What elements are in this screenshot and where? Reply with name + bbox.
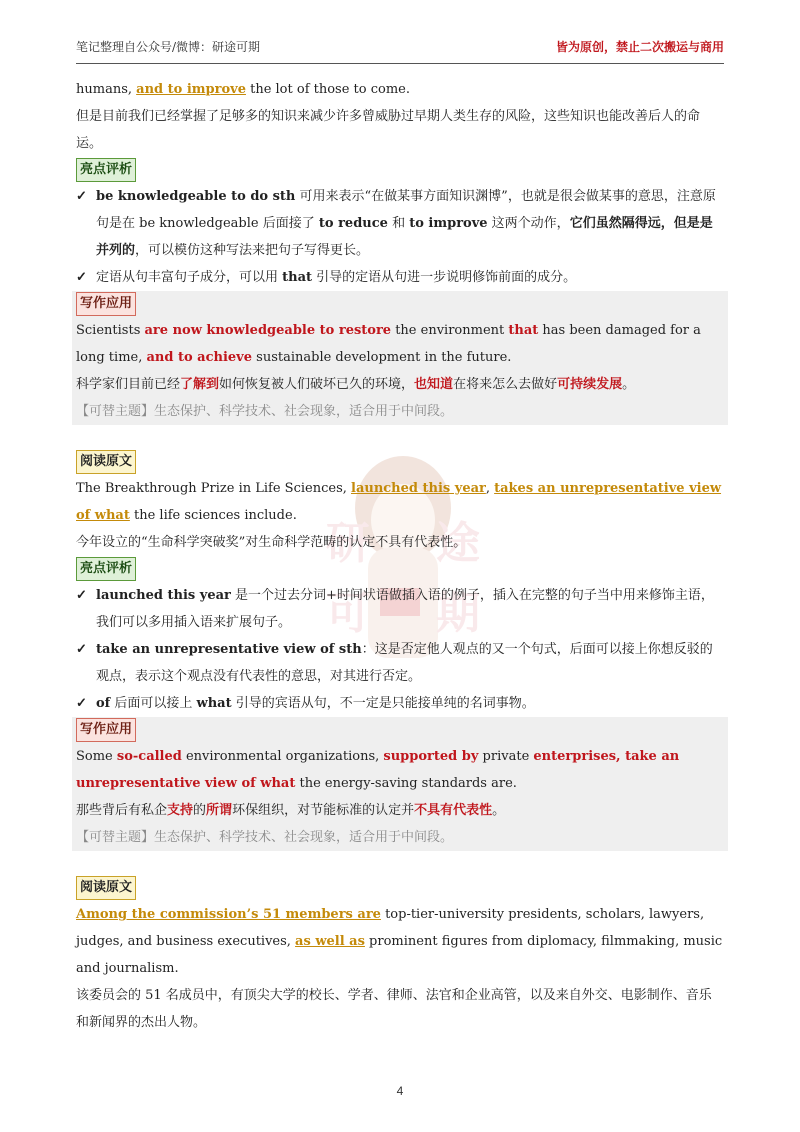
- label-writing: 写作应用: [76, 718, 136, 742]
- alternative-topics: 【可替主题】生态保护、科学技术、社会现象，适合用于中间段。: [76, 830, 454, 845]
- writing-sentence-en: Scientists are now knowledgeable to restore the environment that has been damaged for a long time, and to achieve sustainable development in the future.: [76, 323, 701, 365]
- label-reading: 阅读原文: [76, 450, 136, 474]
- analysis-list: [76, 582, 724, 717]
- label-reading: 阅读原文: [76, 876, 136, 900]
- writing-sentence-en: Some so-called environmental organizations, supported by private enterprises, take an unrepresentative view of what the energy-saving standards are.: [76, 749, 680, 791]
- analysis-item: ✓ launched this year 是一个过去分词+时间状语做插入语的例子，插入在完整的句子当中用来修饰主语，我们可以多用插入语来扩展句子。: [76, 582, 724, 636]
- analysis-item: ✓ be knowledgeable to do sth 可用来表示“在做某事方面知识渊博”，也就是很会做某事的意思，注意原句是在 be knowledgeable 后面接了 to reduce 和 to improve 这两个动作，它们虽然隔得远，但是是并列的，可以模仿这种写法来把句子写得更长。: [76, 183, 724, 264]
- writing-application-block: [72, 291, 728, 425]
- reading-sentence-zh: 该委员会的 51 名成员中，有顶尖大学的校长、学者、律师、法官和企业高管，以及来自外交、电影制作、音乐和新闻界的杰出人物。: [76, 988, 712, 1030]
- watermark-char-3: 可: [326, 588, 370, 639]
- watermark-char-4: 期: [436, 588, 480, 639]
- check-icon: ✓: [76, 588, 87, 603]
- writing-application-block: [72, 717, 728, 851]
- analysis-item: ✓ 定语从句丰富句子成分，可以用 that 引导的定语从句进一步说明修饰前面的成分。: [76, 264, 724, 291]
- analysis-list: [76, 183, 724, 291]
- watermark-char-1: 研: [326, 518, 370, 569]
- analysis-item: ✓ of 后面可以接上 what 引导的宾语从句，不一定是只能接单纯的名词事物。: [76, 690, 724, 717]
- watermark-char-2: 途: [436, 518, 480, 569]
- label-analysis: 亮点评析: [76, 158, 136, 182]
- writing-sentence-zh: 科学家们目前已经了解到如何恢复被人们破坏已久的环境，也知道在将来怎么去做好可持续发展。: [76, 377, 636, 392]
- page-number: 4: [396, 1084, 404, 1098]
- reading-sentence-en: Among the commission’s 51 members are top-tier-university presidents, scholars, lawyers, judges, and business executives, as well as prominent figures from diplomacy, filmmaking, music and journalism.: [76, 907, 723, 976]
- header-divider: [76, 63, 724, 64]
- page-header: [76, 38, 724, 58]
- reading-sentence-en: The Breakthrough Prize in Life Sciences, launched this year, takes an unrepresentative view of what the life sciences include.: [76, 481, 722, 523]
- writing-sentence-zh: 那些背后有私企支持的所谓环保组织，对节能标准的认定并不具有代表性。: [76, 803, 506, 818]
- header-copyright: 皆为原创，禁止二次搬运与商用: [555, 40, 724, 54]
- page-content: [76, 76, 724, 1036]
- reading-sentence-zh: 今年设立的“生命科学突破奖”对生命科学范畴的认定不具有代表性。: [76, 535, 467, 550]
- label-analysis: 亮点评析: [76, 557, 136, 581]
- reading-sentence-en: humans, and to improve the lot of those to come.: [76, 82, 410, 97]
- alternative-topics: 【可替主题】生态保护、科学技术、社会现象，适合用于中间段。: [76, 404, 454, 419]
- label-writing: 写作应用: [76, 292, 136, 316]
- check-icon: ✓: [76, 270, 87, 285]
- check-icon: ✓: [76, 189, 87, 204]
- check-icon: ✓: [76, 642, 87, 657]
- analysis-item: ✓ take an unrepresentative view of sth：这是否定他人观点的又一个句式，后面可以接上你想反驳的观点，表示这个观点没有代表性的意思，对其进行否定。: [76, 636, 724, 690]
- reading-sentence-zh: 但是目前我们已经掌握了足够多的知识来减少许多曾威胁过早期人类生存的风险，这些知识也能改善后人的命运。: [76, 109, 701, 151]
- header-source: 笔记整理自公众号/微博：研途可期: [76, 40, 261, 54]
- check-icon: ✓: [76, 696, 87, 711]
